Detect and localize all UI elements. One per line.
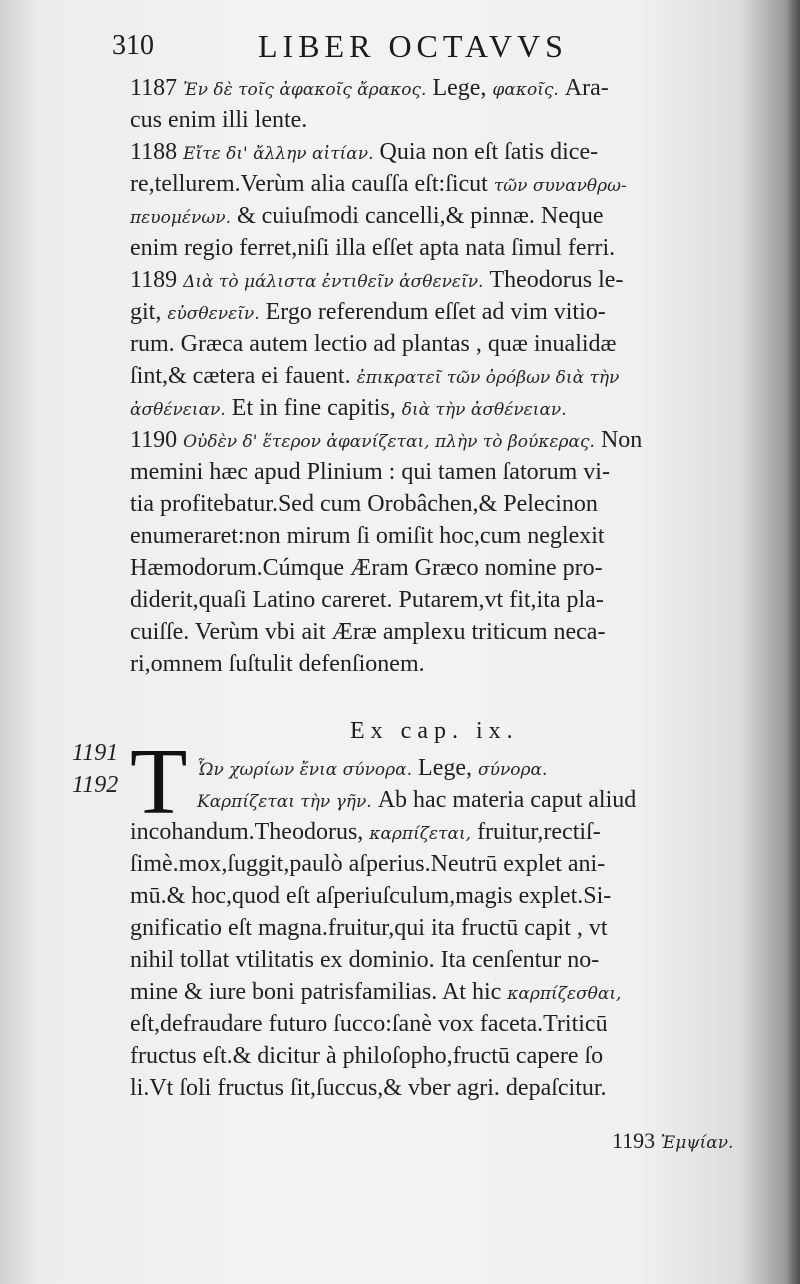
greek-text: φακοῖς. bbox=[492, 80, 559, 100]
latin-text: enumeraret:non mirum ſi omiſit hoc,cum neglexit bbox=[130, 523, 605, 549]
latin-text: cuiſſe. Verùm vbi ait Æræ amplexu triticum neca- bbox=[130, 619, 606, 645]
page-number: 310 bbox=[112, 30, 154, 61]
latin-text: Hæmodorum.Cúmque Æram Græco nomine pro- bbox=[130, 555, 603, 581]
latin-text: Quia non eſt ſatis dice- bbox=[373, 139, 599, 165]
latin-text: gnificatio eſt magna.fruitur,qui ita fructū capit , vt bbox=[130, 915, 608, 941]
margin-note-number: 1191 bbox=[72, 740, 119, 766]
text-line bbox=[130, 392, 760, 424]
text-line bbox=[130, 816, 770, 848]
latin-text: li.Vt ſoli fructus ſit,ſuccus,& vber agri. depaſcitur. bbox=[130, 1075, 607, 1101]
note-entry bbox=[130, 424, 760, 680]
catchword-number: 1193 bbox=[612, 1128, 656, 1153]
running-head: LIBER OCTAVVS bbox=[258, 28, 568, 64]
text-line bbox=[130, 1072, 770, 1104]
latin-text: mine & iure boni patrisfamilias. At hic bbox=[130, 979, 508, 1005]
greek-text: πευομένων. bbox=[130, 208, 231, 228]
text-line bbox=[130, 584, 760, 616]
latin-text: tia profitebatur.Sed cum Orobâchen,& Pelecinon bbox=[130, 491, 598, 517]
latin-text: 1189 bbox=[130, 267, 184, 293]
latin-text: mū.& hoc,quod eſt aſperiuſculum,magis explet.Si- bbox=[130, 883, 612, 909]
text-line bbox=[130, 360, 760, 392]
latin-text: Ab hac materia caput aliud bbox=[371, 787, 637, 813]
note-entry bbox=[130, 136, 760, 264]
note-entry bbox=[130, 72, 760, 136]
text-line bbox=[130, 1040, 770, 1072]
greek-text: Καρπίζεται τὴν γῆν. bbox=[197, 792, 372, 812]
text-line bbox=[130, 232, 760, 264]
greek-text: καρπίζεσθαι, bbox=[507, 984, 622, 1004]
greek-text: Οὐδὲν δ' ἕτερον ἀφανίζεται, πλὴν τὸ βούκερας. bbox=[183, 432, 595, 452]
chapter-body bbox=[130, 752, 770, 1104]
latin-text: ſimè.mox,ſuggit,paulò aſperius.Neutrū explet ani- bbox=[130, 851, 606, 877]
text-line bbox=[130, 944, 770, 976]
text-line bbox=[130, 200, 760, 232]
latin-text: re,tellurem.Verùm alia cauſſa eſt:ſicut bbox=[130, 171, 494, 197]
latin-text: enim regio ferret,niſi illa eſſet apta nata ſimul ferri. bbox=[130, 235, 616, 261]
text-line bbox=[130, 912, 770, 944]
text-line bbox=[130, 296, 760, 328]
latin-text: fruitur,rectiſ- bbox=[471, 819, 601, 845]
text-line bbox=[130, 520, 760, 552]
text-line bbox=[130, 136, 760, 168]
latin-text: & cuiuſmodi cancelli,& pinnæ. Neque bbox=[230, 203, 604, 229]
latin-text: Lege, bbox=[412, 755, 479, 781]
text-line bbox=[130, 616, 760, 648]
text-line bbox=[130, 424, 760, 456]
latin-text: cus enim illi lente. bbox=[130, 107, 308, 133]
greek-text: Ἐν δὲ τοῖς ἀφακοῖς ἄρακος. bbox=[183, 80, 427, 100]
text-line bbox=[130, 1008, 770, 1040]
latin-text: fructus eſt.& dicitur à philoſopho,fructū capere ſo bbox=[130, 1043, 604, 1069]
note-entry bbox=[130, 264, 760, 424]
latin-text: ri,omnem ſuſtulit defenſionem. bbox=[130, 651, 425, 677]
latin-text: Lege, bbox=[426, 75, 493, 101]
greek-text: ἐπικρατεῖ τῶν ὀρόβων διὰ τὴν bbox=[356, 368, 620, 388]
greek-text: Ὧν χωρίων ἔνια σύνορα. bbox=[197, 760, 413, 780]
latin-text: nihil tollat vtilitatis ex dominio. Ita cenſentur no- bbox=[130, 947, 600, 973]
latin-text: Theodorus le- bbox=[483, 267, 624, 293]
text-line bbox=[130, 104, 760, 136]
latin-text: ſint,& cætera ei fauent. bbox=[130, 363, 357, 389]
latin-text: Ergo referendum eſſet ad vim vitio- bbox=[259, 299, 606, 325]
text-line bbox=[130, 648, 760, 680]
latin-text: git, bbox=[130, 299, 168, 325]
text-line bbox=[130, 784, 770, 816]
latin-text: Ara- bbox=[558, 75, 609, 101]
greek-text: διὰ τὴν ἀσθένειαν. bbox=[401, 400, 567, 420]
text-line bbox=[130, 552, 760, 584]
catchword bbox=[612, 1128, 733, 1154]
latin-text: 1187 bbox=[130, 75, 184, 101]
text-line bbox=[130, 752, 770, 784]
text-line bbox=[130, 456, 760, 488]
text-line bbox=[130, 880, 770, 912]
latin-text: memini hæc apud Plinium : qui tamen ſatorum vi- bbox=[130, 459, 610, 485]
catchword-greek: Ἐμψίαν. bbox=[660, 1133, 734, 1153]
latin-text: 1188 bbox=[130, 139, 184, 165]
text-line bbox=[130, 848, 770, 880]
latin-text: 1190 bbox=[130, 427, 184, 453]
greek-text: σύνορα. bbox=[478, 760, 548, 780]
greek-text: Διὰ τὸ μάλιστα ἐντιθεῖν ἀσθενεῖν. bbox=[183, 272, 484, 292]
text-line bbox=[130, 264, 760, 296]
latin-text: eſt,defraudare futuro ſucco:ſanè vox faceta.Triticū bbox=[130, 1011, 608, 1037]
margin-note-number: 1192 bbox=[72, 772, 119, 798]
text-line bbox=[130, 328, 760, 360]
text-line bbox=[130, 976, 770, 1008]
greek-text: εὐσθενεῖν. bbox=[167, 304, 260, 324]
drop-cap: T bbox=[130, 730, 188, 834]
greek-text: Εἴτε δι' ἄλλην αἰτίαν. bbox=[183, 144, 374, 164]
latin-text: rum. Græca autem lectio ad plantas , quæ inualidæ bbox=[130, 331, 617, 357]
latin-text: Non bbox=[594, 427, 643, 453]
section-heading: Ex cap. ix. bbox=[350, 718, 519, 744]
greek-text: καρπίζεται, bbox=[369, 824, 472, 844]
text-line bbox=[130, 168, 760, 200]
greek-text: τῶν συνανθρω- bbox=[493, 176, 627, 196]
text-line bbox=[130, 488, 760, 520]
greek-text: ἀσθένειαν. bbox=[130, 400, 226, 420]
latin-text: Et in fine capitis, bbox=[225, 395, 402, 421]
notes-body bbox=[130, 72, 760, 680]
text-line bbox=[130, 72, 760, 104]
page-edge-shadow bbox=[786, 0, 800, 1284]
latin-text: incohandum.Theodorus, bbox=[130, 819, 370, 845]
latin-text: diderit,quaſi Latino careret. Putarem,vt fit,ita pla- bbox=[130, 587, 604, 613]
